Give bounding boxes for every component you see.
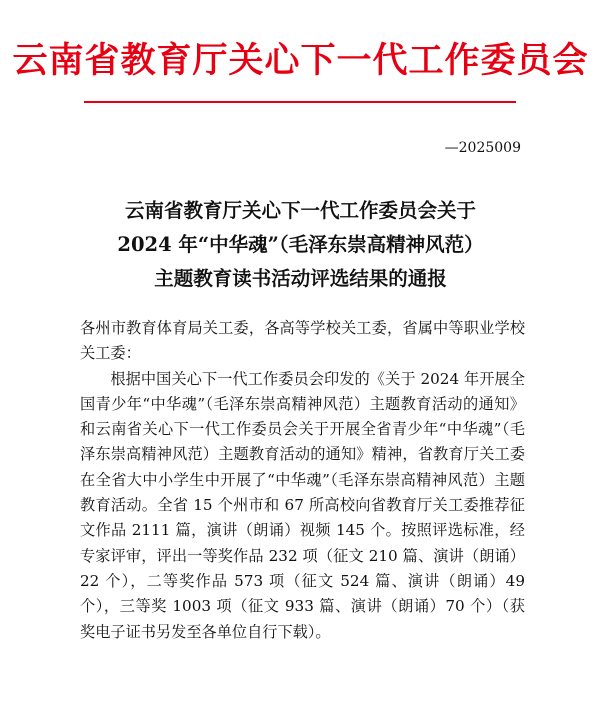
letterhead-org-name: 云南省教育厅关心下一代工作委员会 xyxy=(12,41,589,81)
document-title xyxy=(0,194,601,296)
document-body xyxy=(80,316,525,645)
title-line-3: 主题教育读书活动评选结果的通报 xyxy=(154,267,447,290)
document-number: —2025009 xyxy=(444,140,521,156)
body-paragraph-1: 根据中国关心下一代工作委员会印发的《关于 2024 年开展全国青少年“中华魂”（毛泽东崇高精神风范）主题教育活动的通知》和云南省关心下一代工作委员会关于开展全省青少年“中华魂”（毛泽东崇高精神风范）主题教育活动的通知》精神，省教育厅关工委在全省大中小学生中开展了“中华魂”（毛泽东崇高精神风范）主题教育活动。全省 15 个州市和 67 所高校向省教育厅关工委推荐征文作品 2111 篇，演讲（朗诵）视频 145 个。按照评选标准，经专家评审，评出一等奖作品 232 项（征文 210 篇、演讲（朗诵）22 个），二等奖作品 573 项（征文 524 篇、演讲（朗诵）49 个），三等奖 1003 项（征文 933 篇、演讲（朗诵）70 个）（获奖电子证书另发至各单位自行下载）。 xyxy=(80,369,525,641)
title-line-1: 云南省教育厅关心下一代工作委员会关于 xyxy=(124,199,476,222)
letterhead-divider xyxy=(84,101,516,103)
salutation: 各州市教育体育局关工委，各高等学校关工委，省属中等职业学校关工委： xyxy=(80,319,525,363)
title-line-2: 2024 年“中华魂”（毛泽东崇高精神风范） xyxy=(117,233,484,256)
